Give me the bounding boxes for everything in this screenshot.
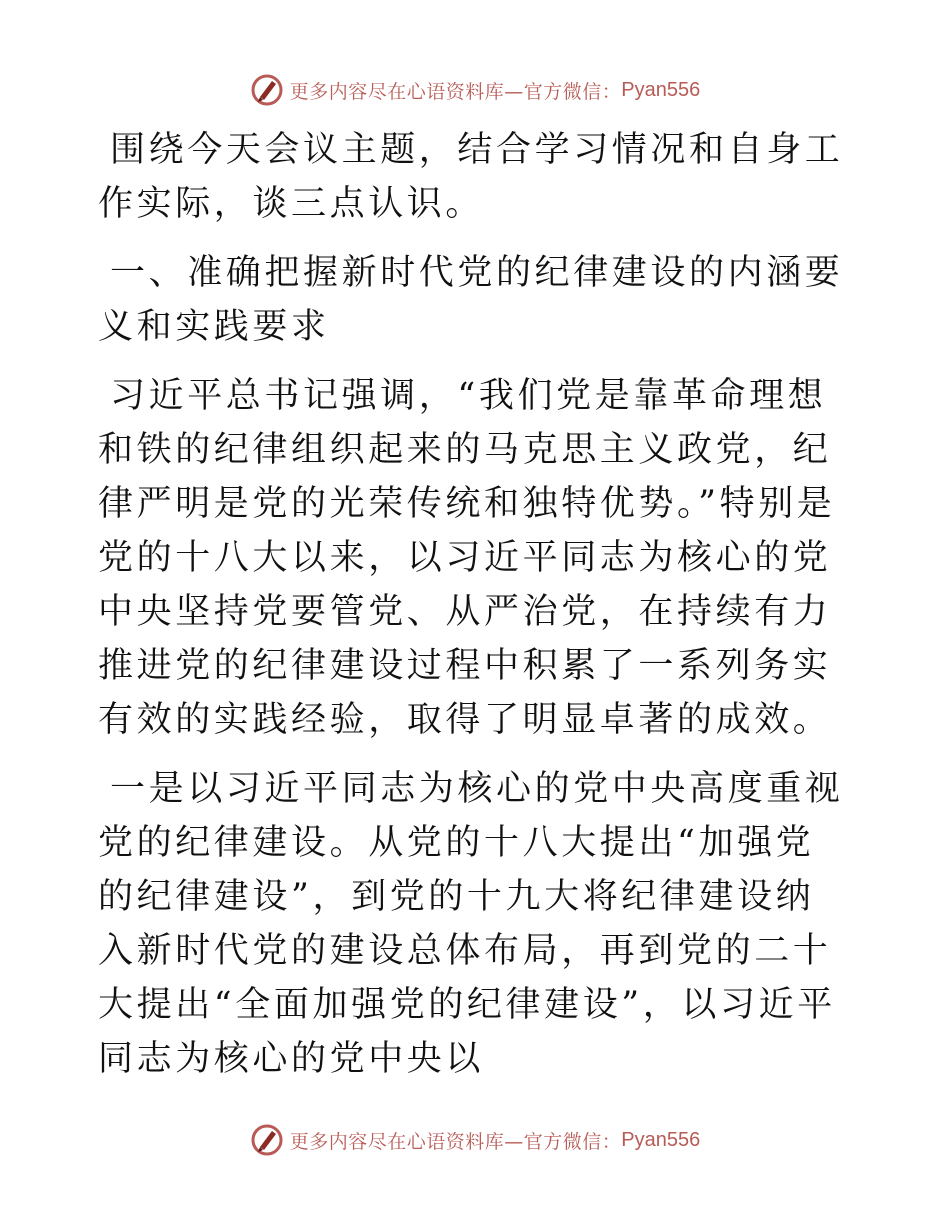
pen-logo-icon [250, 73, 284, 107]
paragraph: 一是以习近平同志为核心的党中央高度重视党的纪律建设。从党的十八大提出“加强党的纪律建设”，到党的十九大将纪律建设纳入新时代党的建设总体布局，再到党的二十大提出“全面加强党的纪律建设”，以习近平同志为核心的党中央以 [98, 769, 844, 1079]
watermark-text: 更多内容尽在心语资料库—官方微信： [289, 80, 622, 103]
watermark-id: Pyan556 [621, 78, 701, 101]
section-heading: 一、准确把握新时代党的纪律建设的内涵要义和实践要求 [98, 253, 844, 347]
pen-logo-icon [250, 1123, 284, 1157]
watermark-banner-bottom [0, 1122, 950, 1158]
watermark-id: Pyan556 [621, 1128, 701, 1151]
paragraph: 围绕今天会议主题，结合学习情况和自身工作实际，谈三点认识。 [98, 130, 844, 224]
document-body [98, 123, 850, 1086]
watermark-text: 更多内容尽在心语资料库—官方微信： [289, 1130, 622, 1153]
watermark-banner-top [0, 72, 950, 108]
paragraph: 习近平总书记强调，“我们党是靠革命理想和铁的纪律组织起来的马克思主义政党，纪律严明是党的光荣传统和独特优势。”特别是党的十八大以来，以习近平同志为核心的党中央坚持党要管党、从严治党，在持续有力推进党的纪律建设过程中积累了一系列务实有效的实践经验，取得了明显卓著的成效。 [98, 376, 836, 740]
